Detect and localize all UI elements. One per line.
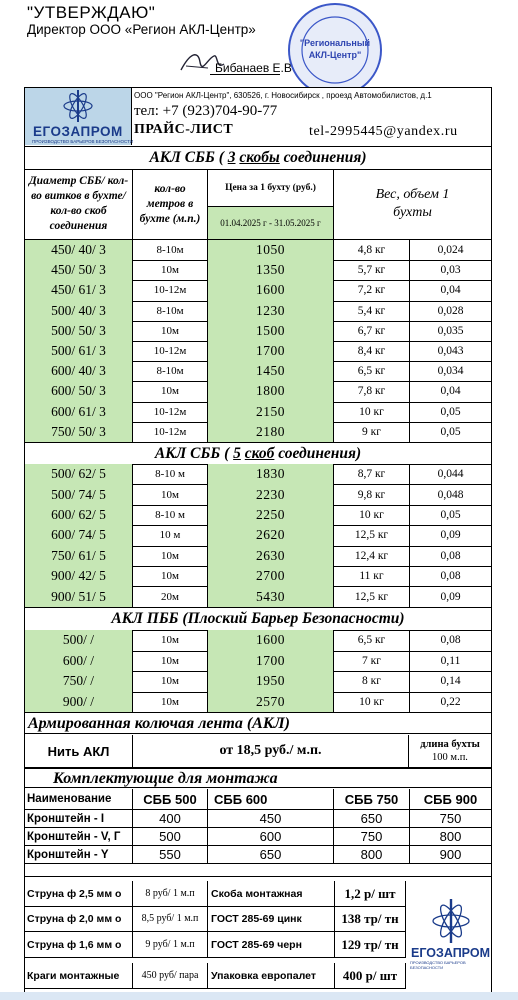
comp-cell-name: Кронштейн - V, Г	[25, 828, 133, 845]
cell-volume: 0,05	[440, 405, 461, 418]
table-row	[25, 671, 491, 693]
acc-cell-bp: 129 тр/ тн	[335, 932, 406, 957]
cell-volume: 0,09	[440, 590, 461, 603]
cell-diameter: 450/ 61/ 3	[25, 280, 133, 300]
cell-price: 2630	[208, 546, 334, 566]
cell-meters: 8-10м	[133, 361, 208, 381]
table-row	[25, 240, 491, 261]
acc-cell-ap: 8,5 руб/ 1 м.п	[133, 906, 208, 931]
section-title-3	[25, 146, 491, 170]
cell-price: 2570	[208, 692, 334, 713]
table-row	[25, 464, 491, 485]
cell-weight: 9,8 кг	[334, 484, 410, 504]
acc-row	[25, 963, 406, 989]
cell-price: 1700	[208, 341, 334, 361]
acc-cell-b: ГОСТ 285-69 черн	[208, 932, 335, 957]
cell-volume: 0,024	[437, 244, 464, 257]
acc-cell-b: Скоба монтажная	[208, 881, 335, 906]
acc-cell-bp: 138 тр/ тн	[335, 906, 406, 931]
comp-cell-c1: 500	[133, 828, 208, 845]
stamp-line2: АКЛ-Центр"	[308, 50, 362, 60]
cell-weight: 12,5 кг	[334, 525, 410, 545]
cell-diameter: 500/ 62/ 5	[25, 464, 133, 484]
section-title-pbb: АКЛ ПББ (Плоский Барьер Безопасности)	[25, 607, 491, 631]
comp-row	[25, 810, 491, 828]
acc-cell-a: Краги монтажные	[25, 963, 133, 988]
table-row	[25, 381, 491, 402]
table-row	[25, 260, 491, 281]
cell-volume: 0,03	[440, 264, 461, 277]
cell-price: 1600	[208, 630, 334, 651]
cell-volume: 0,028	[437, 304, 464, 317]
cell-meters: 8-10м	[133, 240, 208, 260]
thread-length-value: 100 м.п.	[432, 752, 468, 763]
cell-volume: 0,044	[437, 468, 464, 481]
cell-weight: 7 кг	[334, 651, 410, 672]
comp-row	[25, 828, 491, 846]
table-row	[25, 422, 491, 443]
cell-weight: 4,8 кг	[334, 240, 410, 260]
cell-diameter: 900/ 51/ 5	[25, 586, 133, 606]
cell-meters: 10м	[133, 321, 208, 341]
section2-post: соединения)	[274, 445, 362, 462]
section2-num: 5	[233, 445, 241, 462]
table-row	[25, 651, 491, 673]
comp-header-row	[25, 789, 491, 810]
table-row	[25, 586, 491, 607]
cell-volume: 0,08	[440, 634, 461, 647]
acc-cell-a: Струна ф 2,0 мм о	[25, 906, 133, 931]
cell-meters: 10м	[133, 566, 208, 586]
logo-bottom-name: ЕГОЗАПРОМ	[411, 946, 490, 960]
cell-price: 5430	[208, 586, 334, 606]
table-row	[25, 692, 491, 714]
cell-diameter: 600/ 40/ 3	[25, 361, 133, 381]
table-row	[25, 361, 491, 382]
cell-price: 1600	[208, 280, 334, 300]
acc-row	[25, 881, 406, 907]
cell-diameter: 600/ 50/ 3	[25, 381, 133, 401]
table-row	[25, 630, 491, 652]
acc-cell-ap: 9 руб/ 1 м.п	[133, 932, 208, 957]
cell-weight: 5,7 кг	[334, 260, 410, 280]
thread-row	[25, 735, 491, 768]
stamp-line1: "Региональный	[299, 38, 371, 48]
cell-diameter: 500/ 74/ 5	[25, 484, 133, 504]
cell-meters: 10м	[133, 484, 208, 504]
cell-meters: 10-12м	[133, 280, 208, 300]
company-email: tel-2995445@yandex.ru	[309, 124, 458, 139]
director-line: Директор ООО «Регион АКЛ-Центр»	[27, 22, 256, 37]
comp-cell-name: Кронштейн - Y	[25, 846, 133, 863]
cell-diameter: 500/ /	[25, 630, 133, 651]
cell-meters: 10-12м	[133, 341, 208, 361]
cell-price: 1450	[208, 361, 334, 381]
cell-weight: 8,7 кг	[334, 464, 410, 484]
table-row	[25, 321, 491, 342]
comp-cell-c1: 550	[133, 846, 208, 863]
cell-diameter: 450/ 40/ 3	[25, 240, 133, 260]
acc-row	[25, 932, 406, 958]
comp-cell-name: Кронштейн - I	[25, 810, 133, 827]
cell-volume: 0,05	[440, 508, 461, 521]
comp-cell-c1: 400	[133, 810, 208, 827]
cell-meters: 10м	[133, 692, 208, 713]
cell-price: 1230	[208, 301, 334, 321]
cell-diameter: 600/ 61/ 3	[25, 402, 133, 422]
approval-title: "УТВЕРЖДАЮ"	[27, 3, 156, 22]
logo-bottom-tagline: ПРОИЗВОДСТВО БАРЬЕРОВ БЕЗОПАСНОСТИ	[410, 960, 466, 970]
comp-cell-c2: 600	[208, 828, 334, 845]
section2-pre: АКЛ СББ (	[154, 445, 234, 462]
cell-price: 2250	[208, 505, 334, 525]
cell-volume: 0,14	[440, 675, 461, 688]
cell-meters: 8-10 м	[133, 464, 208, 484]
acc-cell-b: Упаковка европалет	[208, 963, 335, 988]
cell-volume: 0,22	[440, 695, 461, 708]
comp-header-name: Наименование	[25, 789, 133, 809]
cell-meters: 8-10 м	[133, 505, 208, 525]
cell-diameter: 600/ /	[25, 651, 133, 672]
logo-name: ЕГОЗАПРОМ	[33, 124, 123, 139]
company-address: ООО "Регион АКЛ-Центр", 630526, г. Новосибирск , проезд Автомобилистов, д.1	[134, 91, 432, 100]
thread-name: Нить АКЛ	[25, 735, 133, 767]
company-stamp	[279, 0, 409, 100]
comp-header-c3: СББ 750	[334, 789, 410, 809]
cell-weight: 10 кг	[334, 402, 410, 422]
cell-price: 2230	[208, 484, 334, 504]
cell-weight: 6,5 кг	[334, 630, 410, 651]
section2-word: скоб	[244, 445, 275, 462]
cell-weight: 12,4 кг	[334, 546, 410, 566]
cell-meters: 10-12м	[133, 402, 208, 422]
cell-price: 1700	[208, 651, 334, 672]
bottom-strip	[0, 992, 518, 1000]
cell-volume: 0,08	[440, 549, 461, 562]
section-title-akl: Армированная колючая лента (АКЛ)	[25, 712, 491, 734]
cell-volume: 0,09	[440, 529, 461, 542]
section1-post: соединения)	[279, 149, 367, 166]
acc-cell-ap: 450 руб/ пара	[133, 963, 208, 988]
cell-price: 1830	[208, 464, 334, 484]
table-row	[25, 505, 491, 526]
comp-cell-c2: 650	[208, 846, 334, 863]
comp-row	[25, 846, 491, 864]
comp-cell-c3: 800	[334, 846, 410, 863]
comp-header-c2: СББ 600	[208, 789, 334, 809]
cell-price: 2180	[208, 422, 334, 442]
cell-meters: 10м	[133, 651, 208, 672]
cell-meters: 10м	[133, 260, 208, 280]
cell-meters: 10м	[133, 546, 208, 566]
acc-cell-a: Струна ф 1,6 мм о	[25, 932, 133, 957]
table-row	[25, 525, 491, 546]
header-diameter: Диаметр СББ/ кол-во витков в бухте/ кол-во скоб соединения	[25, 169, 133, 240]
cell-volume: 0,035	[437, 324, 464, 337]
section1-pre: АКЛ СББ (	[149, 149, 228, 166]
cell-weight: 6,5 кг	[334, 361, 410, 381]
header-weight: Вес, объем 1 бухты	[334, 169, 491, 240]
cell-price: 1950	[208, 671, 334, 692]
cell-diameter: 750/ 50/ 3	[25, 422, 133, 442]
cell-weight: 9 кг	[334, 422, 410, 442]
cell-diameter: 500/ 40/ 3	[25, 301, 133, 321]
comp-cell-c4: 800	[439, 829, 462, 844]
comp-header-c4: СББ 900	[423, 791, 478, 807]
cell-volume: 0,11	[440, 654, 461, 667]
cell-diameter: 750/ 61/ 5	[25, 546, 133, 566]
header-meters: кол-во метров в бухте (м.п.)	[133, 169, 208, 240]
cell-meters: 8-10м	[133, 301, 208, 321]
table-row	[25, 341, 491, 362]
section-title-comp: Комплектующие для монтажа	[25, 768, 491, 788]
cell-diameter: 450/ 50/ 3	[25, 260, 133, 280]
cell-meters: 10м	[133, 630, 208, 651]
acc-cell-bp: 1,2 р/ шт	[335, 881, 406, 906]
table-row	[25, 546, 491, 567]
comp-cell-c2: 450	[208, 810, 334, 827]
acc-cell-ap: 8 руб/ 1 м.п	[133, 881, 208, 906]
cell-weight: 12,5 кг	[334, 586, 410, 606]
comp-cell-c3: 650	[334, 810, 410, 827]
cell-weight: 10 кг	[334, 692, 410, 713]
section-title-5	[25, 442, 491, 465]
signatory-name: Бибанаев Е.В	[215, 61, 292, 75]
cell-meters: 10 м	[133, 525, 208, 545]
cell-weight: 7,2 кг	[334, 280, 410, 300]
cell-diameter: 600/ 74/ 5	[25, 525, 133, 545]
cell-diameter: 500/ 50/ 3	[25, 321, 133, 341]
thread-length-label: длина бухты	[420, 739, 480, 750]
cell-volume: 0,08	[440, 570, 461, 583]
company-phone: тел: +7 (923)704-90-77	[134, 103, 278, 119]
acc-cell-bp: 400 р/ шт	[335, 963, 406, 988]
cell-volume: 0,04	[440, 385, 461, 398]
acc-divider	[25, 876, 491, 877]
table-row	[25, 402, 491, 423]
cell-diameter: 750/ /	[25, 671, 133, 692]
header-price: Цена за 1 бухту (руб.)	[208, 169, 334, 207]
acc-row	[25, 906, 406, 932]
logo-bottom	[410, 878, 491, 988]
cell-diameter: 900/ /	[25, 692, 133, 713]
table-row	[25, 566, 491, 587]
cell-price: 1800	[208, 381, 334, 401]
cell-diameter: 600/ 62/ 5	[25, 505, 133, 525]
logo-emblem-bottom-icon	[421, 896, 481, 946]
comp-cell-c4: 900	[439, 847, 462, 862]
acc-cell-a: Струна ф 2,5 мм о	[25, 881, 133, 906]
cell-meters: 20м	[133, 586, 208, 606]
cell-weight: 6,7 кг	[334, 321, 410, 341]
section1-word: скобы	[239, 149, 280, 166]
cell-diameter: 500/ 61/ 3	[25, 341, 133, 361]
cell-weight: 8 кг	[334, 671, 410, 692]
cell-volume: 0,048	[437, 488, 464, 501]
logo-tagline: ПРОИЗВОДСТВО БАРЬЕРОВ БЕЗОПАСНОСТИ	[32, 139, 134, 144]
cell-volume: 0,043	[437, 345, 464, 358]
cell-diameter: 900/ 42/ 5	[25, 566, 133, 586]
cell-price: 2620	[208, 525, 334, 545]
cell-volume: 0,034	[437, 365, 464, 378]
cell-price: 1500	[208, 321, 334, 341]
thread-price: от 18,5 руб./ м.п.	[133, 735, 409, 767]
table-row	[25, 280, 491, 301]
cell-price: 1050	[208, 240, 334, 260]
cell-price: 2150	[208, 402, 334, 422]
comp-header-c1: СББ 500	[133, 789, 208, 809]
table-row	[25, 484, 491, 505]
comp-cell-c3: 750	[334, 828, 410, 845]
cell-weight: 5,4 кг	[334, 301, 410, 321]
section1-num: 3	[227, 149, 236, 166]
cell-weight: 10 кг	[334, 505, 410, 525]
cell-volume: 0,05	[440, 425, 461, 438]
cell-weight: 11 кг	[334, 566, 410, 586]
thread-length	[409, 735, 491, 767]
logo-emblem-icon	[25, 88, 131, 128]
doc-title: ПРАЙС-ЛИСТ	[134, 122, 234, 137]
cell-price: 1350	[208, 260, 334, 280]
cell-weight: 8,4 кг	[334, 341, 410, 361]
comp-cell-c4: 750	[439, 811, 462, 826]
cell-price: 2700	[208, 566, 334, 586]
cell-meters: 10-12м	[133, 422, 208, 442]
table-row	[25, 301, 491, 322]
header-period: 01.04.2025 г - 31.05.2025 г	[208, 207, 334, 240]
cell-meters: 10м	[133, 671, 208, 692]
cell-volume: 0,04	[440, 284, 461, 297]
cell-meters: 10м	[133, 381, 208, 401]
cell-weight: 7,8 кг	[334, 381, 410, 401]
acc-cell-b: ГОСТ 285-69 цинк	[208, 906, 335, 931]
